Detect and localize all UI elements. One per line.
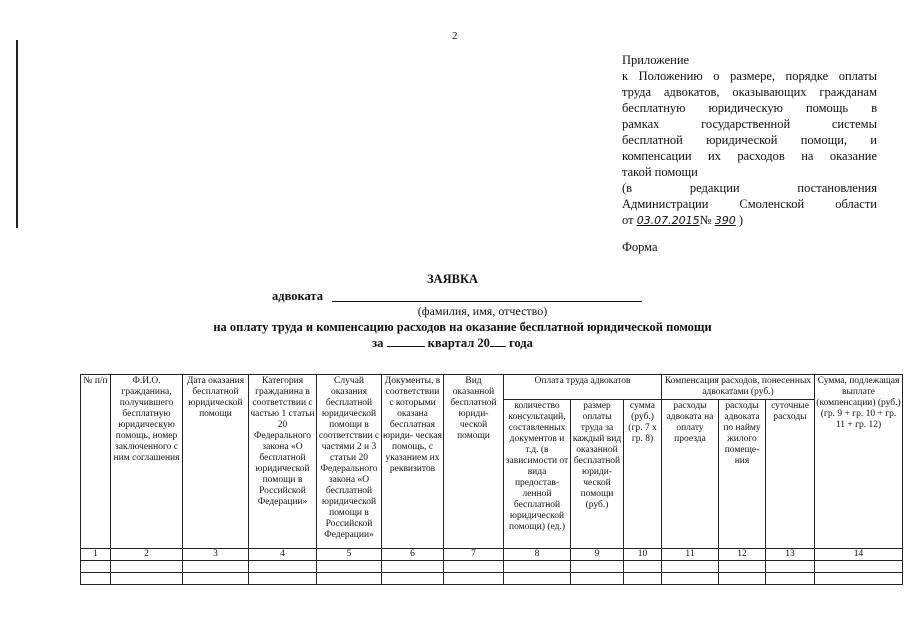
col-number: 10 — [624, 549, 662, 561]
col-header-10: сумма (руб.) (гр. 7 х гр. 8) — [624, 400, 662, 549]
appendix-line: бесплатную юридическую помощь в — [622, 101, 877, 115]
edition-line: Администрации Смоленской области — [622, 197, 877, 211]
period-prefix: за — [372, 336, 384, 350]
close-paren: ) — [738, 213, 744, 227]
table-cell — [662, 561, 719, 573]
table-cell — [249, 573, 317, 585]
quarter-blank — [387, 336, 425, 347]
table-cell — [504, 561, 571, 573]
appendix-line: бесплатной юридической помощи, и — [622, 133, 877, 147]
table-cell — [382, 561, 444, 573]
group-header-compensation: Компенсация расходов, понесенных адвокатами (руб.) — [662, 375, 815, 400]
col-number: 14 — [815, 549, 903, 561]
appendix-line: такой помощи — [622, 165, 698, 179]
col-header-3: Дата оказания бесплатной юридической помощи — [183, 375, 249, 549]
col-header-9: размер оплаты труда за каждый вид оказанной бесплатной юриди- ческой помощи (руб.) — [571, 400, 624, 549]
table-cell — [571, 573, 624, 585]
table-cell — [624, 573, 662, 585]
number-sign: № — [699, 213, 712, 227]
col-number: 2 — [111, 549, 183, 561]
table-cell — [81, 561, 111, 573]
header-row-1 — [81, 375, 903, 400]
col-header-5: Случай оказания бесплатной юридической помощи в соответствии с частями 2 и 3 статьи 20 Федерального закона «О бесплатной юридической помощи в Российской Федерации» — [317, 375, 382, 549]
table-cell — [719, 573, 766, 585]
col-number: 5 — [317, 549, 382, 561]
period-line — [0, 336, 905, 351]
col-number: 13 — [766, 549, 815, 561]
group-header-pay: Оплата труда адвокатов — [504, 375, 662, 400]
form-label: Форма — [622, 240, 658, 254]
advocate-label: адвоката — [272, 289, 323, 303]
document-title: ЗАЯВКА — [426, 272, 479, 286]
table-cell — [504, 573, 571, 585]
col-number: 4 — [249, 549, 317, 561]
table-cell — [766, 573, 815, 585]
col-header-2: Ф.И.О. гражданина, получившего бесплатную юридическую помощь, номер заключенного с ним соглашения — [111, 375, 183, 549]
column-number-row — [81, 549, 903, 561]
table-cell — [111, 573, 183, 585]
col-header-8: количество консультаций, составленных документов и т.д. (в зависимости от вида предостав- ленной бесплатной юридической помощи) (ед.) — [504, 400, 571, 549]
col-header-14: Сумма, подлежащая выплате (компенсации) (руб.) (гр. 9 + гр. 10 + гр. 11 + гр. 12) — [815, 375, 903, 549]
col-number: 3 — [183, 549, 249, 561]
from-prefix: от — [622, 213, 634, 227]
table-cell — [815, 561, 903, 573]
table-cell — [444, 561, 504, 573]
document-subtitle: на оплату труда и компенсацию расходов на оказание бесплатной юридической помощи — [213, 320, 712, 334]
col-header-1: № п/п — [81, 375, 111, 549]
appendix-line: к Положению о размере, порядке оплаты — [622, 69, 877, 83]
col-number: 8 — [504, 549, 571, 561]
col-number: 11 — [662, 549, 719, 561]
table-cell — [317, 561, 382, 573]
col-number: 7 — [444, 549, 504, 561]
col-header-11: расходы адвоката на оплату проезда — [662, 400, 719, 549]
handwritten-date: 03.07.2015 — [636, 214, 700, 227]
table-cell — [571, 561, 624, 573]
table-cell — [249, 561, 317, 573]
page-number: 2 — [452, 30, 458, 42]
appendix-line: труда адвокатов, оказывающих гражданам — [622, 85, 877, 99]
resolution-ref — [622, 212, 877, 229]
table-row — [81, 573, 903, 585]
col-number: 9 — [571, 549, 624, 561]
table-cell — [382, 573, 444, 585]
period-middle: квартал 20 — [427, 336, 490, 350]
handwritten-number: 390 — [714, 214, 736, 227]
table-cell — [766, 561, 815, 573]
table-cell — [719, 561, 766, 573]
col-header-7: Вид оказанной бесплатной юриди- ческой помощи — [444, 375, 504, 549]
table-row — [81, 561, 903, 573]
appendix-block — [622, 52, 877, 229]
application-table — [80, 374, 903, 585]
table-cell — [624, 561, 662, 573]
advocate-name-line — [332, 301, 642, 302]
fio-note: (фамилия, имя, отчество) — [417, 304, 548, 318]
year-blank — [490, 336, 506, 347]
col-header-12: расходы адвоката по найму жилого помеще- ния — [719, 400, 766, 549]
edition-line: (в редакции постановления — [622, 181, 877, 195]
table-cell — [444, 573, 504, 585]
appendix-line: компенсации их расходов на оказание — [622, 149, 877, 163]
table-cell — [183, 573, 249, 585]
appendix-title: Приложение — [622, 53, 690, 67]
table-cell — [111, 561, 183, 573]
col-header-4: Категория гражданина в соответствии с частью 1 статьи 20 Федерального закона «О бесплатной юридической помощи в Российской Федерации» — [249, 375, 317, 549]
col-number: 1 — [81, 549, 111, 561]
table-cell — [81, 573, 111, 585]
col-header-13: суточные расходы — [766, 400, 815, 549]
left-margin-bar — [16, 40, 18, 228]
col-number: 6 — [382, 549, 444, 561]
table-cell — [662, 573, 719, 585]
table-cell — [183, 561, 249, 573]
table-cell — [317, 573, 382, 585]
period-suffix: года — [509, 336, 533, 350]
col-header-6: Документы, в соответствии с которыми оказана бесплатная юриди- ческая помощь, с указанием их реквизитов — [382, 375, 444, 549]
table-cell — [815, 573, 903, 585]
appendix-line: рамках государственной системы — [622, 117, 877, 131]
col-number: 12 — [719, 549, 766, 561]
